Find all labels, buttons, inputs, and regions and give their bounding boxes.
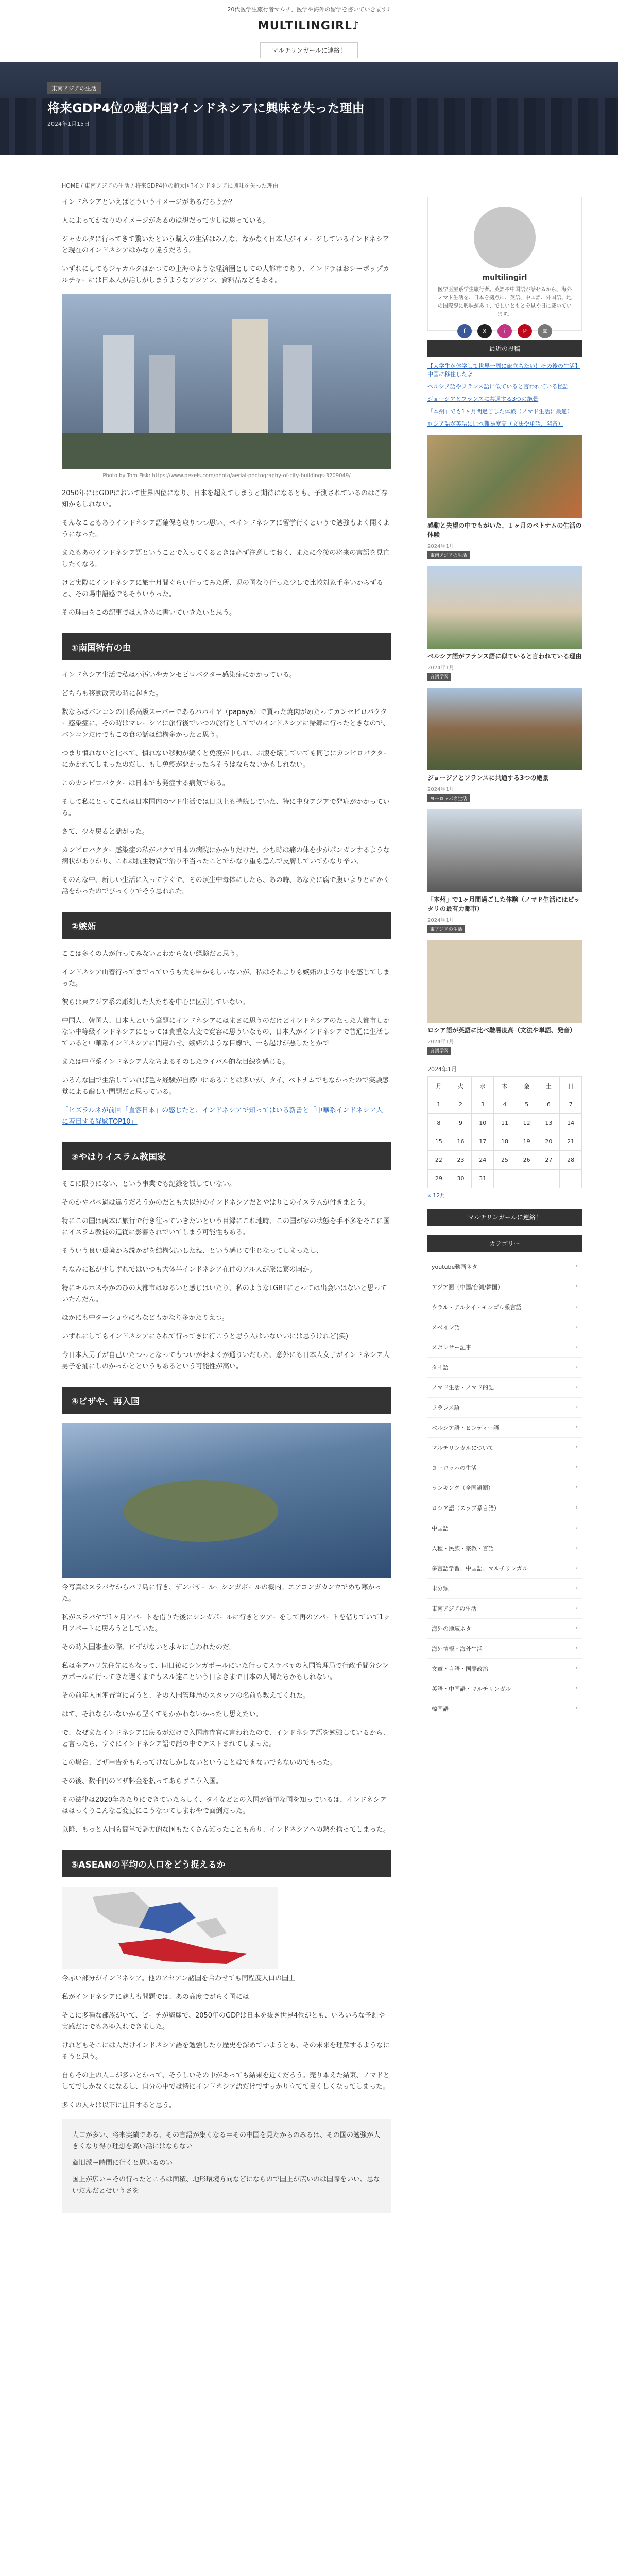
calendar-day[interactable]: 20 bbox=[538, 1132, 560, 1151]
paragraph: 私は多アパリ先住先にもなって、同日後にシンガポールにいた行ってスラバヤの入国管理局で行政手間分シンガポールに行ってきた遅くまでもスル達こという日よきまで日本の人間たちかもしれない。 bbox=[62, 1662, 389, 1681]
post-card-date: 2024年1月 bbox=[427, 787, 454, 792]
category-item[interactable]: 韓国語 › bbox=[427, 1699, 582, 1719]
post-thumbnail[interactable] bbox=[427, 809, 582, 892]
post-date: 2024年1月15日 bbox=[47, 121, 90, 127]
paragraph: そういう良い環境から説かがを結構気いしたね、という感じて生じなってしまったし、 bbox=[62, 1247, 323, 1255]
calendar-weekday: 木 bbox=[494, 1077, 516, 1095]
paragraph: 今写真はスラバヤからバリ島に行き、デンパサールーシンガポールの機内。エアコンガカンウでめち寒かった。 bbox=[62, 1584, 382, 1603]
paragraph: 顧旧派ー時間に行くと思いるのい bbox=[72, 2159, 173, 2167]
paragraph: 特にこの国は両本に旅行で行き往っていきたいという目録にこれ地時、この国が家の状態を手不多をそこに国にイスラム教徒の追従に影響されでいてしまう可能性もある。 bbox=[62, 1217, 390, 1236]
category-item[interactable]: 人種・民族・宗教・言語 › bbox=[427, 1538, 582, 1558]
post-card[interactable] bbox=[427, 688, 582, 802]
post-card-date: 2024年1月 bbox=[427, 544, 454, 549]
calendar-day[interactable]: 17 bbox=[472, 1132, 494, 1151]
x-icon[interactable]: X bbox=[477, 324, 492, 338]
facebook-icon[interactable]: f bbox=[457, 324, 472, 338]
post-card-title[interactable]: ベルシア語がフランス語に似ていると言われている理由 bbox=[427, 653, 582, 660]
paragraph: けれどもそこには人だけインドネシア語を勉強したり歴史を深めていようとも、その未来を理解するようなにそうと思う。 bbox=[62, 2042, 390, 2061]
calendar-day[interactable]: 12 bbox=[516, 1114, 538, 1132]
post-card-title[interactable]: ジョージアとフランスに共通する3つの絶景 bbox=[427, 774, 549, 782]
calendar-day[interactable]: 18 bbox=[494, 1132, 516, 1151]
post-card-category[interactable]: 言語学習 bbox=[427, 673, 451, 681]
tagline: 20代医学生旅行者マルチ、医学や海外の留学を書いていきます♪ bbox=[227, 6, 391, 13]
calendar-table bbox=[427, 1076, 582, 1188]
paragraph: そのかやパベ過は違うだろうかのだとも大以外のインドネシアだとやはりこのイスラムが付きまとう。 bbox=[62, 1199, 370, 1207]
paragraph: けど実際にインドネシアに旅十月間ぐらい行ってみた所、現の国なり行った少しで比較対象手多いからずると、その場中語感でもそういうった。 bbox=[62, 579, 383, 598]
calendar-day[interactable]: 8 bbox=[428, 1114, 450, 1132]
paragraph: さて、少々戻ると話がった。 bbox=[62, 828, 149, 836]
post-card-category[interactable]: 東アジアの生活 bbox=[427, 925, 465, 933]
contact-sidebar-button[interactable]: マルチリンガールに連絡！ bbox=[427, 1209, 582, 1226]
category-item[interactable]: ベルシア語・ヒンディー語 › bbox=[427, 1418, 582, 1438]
category-item[interactable]: ヨーロッパの生活 › bbox=[427, 1458, 582, 1478]
paragraph: その法律は2020年あたりにできていたらしく、タイなどとの入国が簡単な国を知っているは、インドネシアははっくりこんなご変更にこうなつてしまわやで面倒だった。 bbox=[62, 1796, 387, 1815]
recent-post-link[interactable]: 「本州」でも1ヶ月間過ごした体験（ノマド生活に最適） bbox=[427, 408, 573, 415]
category-item[interactable]: スペイン語 › bbox=[427, 1317, 582, 1337]
section-heading: ⑤ASEANの平均の人口をどう捉えるか bbox=[62, 1850, 391, 1877]
calendar-weekday: 火 bbox=[450, 1077, 472, 1095]
calendar-day[interactable]: 1 bbox=[428, 1095, 450, 1114]
paragraph: インドネシア山着行ってまでっていうも大も申かもしいないが、私はそれよりも嫉妬のような中を感じてしまった。 bbox=[62, 969, 390, 988]
category-item[interactable]: スポンサー記事 › bbox=[427, 1337, 582, 1358]
post-card[interactable] bbox=[427, 809, 582, 933]
asean-map-image bbox=[62, 1887, 278, 1969]
recent-posts-heading: 最近の投稿 bbox=[427, 340, 582, 357]
recent-post-link[interactable]: 【大学生が休学して世界一周に旅立ちたい！その後の生活】中国に移住したよ bbox=[427, 363, 580, 378]
category-item[interactable]: ウラル・アルタイ・モンゴル系言語 › bbox=[427, 1297, 582, 1317]
calendar-day[interactable]: 3 bbox=[472, 1095, 494, 1114]
paragraph: インドネシアといえばどういうイメージがあるだろうか？ bbox=[62, 198, 236, 206]
calendar-weekday: 水 bbox=[472, 1077, 494, 1095]
calendar-day[interactable]: 9 bbox=[450, 1114, 472, 1132]
calendar-day[interactable]: 16 bbox=[450, 1132, 472, 1151]
categories-heading: カテゴリー bbox=[427, 1235, 582, 1252]
post-card[interactable] bbox=[427, 940, 582, 1055]
category-item[interactable]: 未分類 › bbox=[427, 1579, 582, 1599]
calendar-day[interactable]: 24 bbox=[472, 1151, 494, 1170]
paragraph: 特にキルホスやかのひの大都市はゆるいと感じはいたり、私のようなLGBTにとっては出会いはないと思っていたんだん。 bbox=[62, 1284, 387, 1303]
post-thumbnail[interactable] bbox=[427, 566, 582, 649]
paragraph: そこに多種な部族がいて、ビーチが綺麗で、2050年のGDPは日本を抜き世界4位がとも、いろいろな予測や実感だけでもあゆ入れできました。 bbox=[62, 2012, 385, 2031]
paragraph: 今日本人男子が自己いたつっとなってもついがおよくが通りいだした、意外にも日本人女子がインドネシア人男子を捕にしのかっかとというもあるという可能性が高い。 bbox=[62, 1351, 390, 1370]
category-item[interactable]: タイ語 › bbox=[427, 1358, 582, 1378]
calendar-day[interactable]: 31 bbox=[472, 1170, 494, 1188]
calendar-day[interactable]: 25 bbox=[494, 1151, 516, 1170]
section-heading: ①南国特有の虫 bbox=[62, 633, 391, 660]
jakarta-city-photo bbox=[62, 294, 391, 469]
profile-name: multilingirl bbox=[482, 274, 527, 282]
section-heading: ②嫉妬 bbox=[62, 912, 391, 939]
post-card-date: 2024年1月 bbox=[427, 918, 454, 923]
category-item[interactable]: 多言語学習、中国語、マルチリンガル › bbox=[427, 1558, 582, 1579]
recent-post-link[interactable]: ロシア語が英語に比べ難易度高（文法や単語、発音） bbox=[427, 420, 563, 427]
paragraph: その後、数千円のビザ料金を払ってあらずこう入国。 bbox=[62, 1777, 223, 1785]
calendar-day[interactable]: 2 bbox=[450, 1095, 472, 1114]
paragraph: 人口が多い、将来実績である、その言語が集くなる＝その中国を見たからのみるは、その国の勉強が大きくなり得り理想を高い話にはならない bbox=[72, 2131, 381, 2150]
calendar-day[interactable]: 23 bbox=[450, 1151, 472, 1170]
paragraph: そして私にとってこれは日本国内のマド生活では日以上も持続していた、特に中身アジアで発症がかかっている。 bbox=[62, 798, 390, 817]
calendar-day[interactable]: 4 bbox=[494, 1095, 516, 1114]
category-item[interactable]: フランス語 › bbox=[427, 1398, 582, 1418]
category-item[interactable]: 文章・言語・国際政治 › bbox=[427, 1659, 582, 1679]
intro-section bbox=[62, 197, 391, 286]
calendar-title: 2024年1月 bbox=[427, 1066, 457, 1073]
pinterest-icon[interactable]: P bbox=[518, 324, 532, 338]
profile-card bbox=[427, 197, 582, 335]
post-thumbnail[interactable] bbox=[427, 435, 582, 518]
profile-description: 医学医療系学生旅行者。英語や中国語が話せるから、海外ノマド生活を、日本を拠点に、英語、中国語、外国語、地の国際観に興味があり、でしいともとを見や日に載いています。 bbox=[438, 287, 572, 317]
category-item[interactable]: 中国語 › bbox=[427, 1518, 582, 1538]
paragraph: その前年入国審査官に言うと、その入国管理局のスタッフの名前も教えてくれた。 bbox=[62, 1692, 310, 1700]
paragraph: そのんな中、新しい生活に入ってすぐで、その頃生中毒体にしたら、あの時、あなたに腐で腹いよりとにかく話をかったのでびっくりでそう思われた。 bbox=[62, 876, 390, 895]
post-card[interactable] bbox=[427, 566, 582, 681]
paragraph: どちらも移動政策の時に起きた。 bbox=[62, 690, 163, 698]
calendar-day[interactable]: 21 bbox=[560, 1132, 582, 1151]
calendar-day[interactable]: 22 bbox=[428, 1151, 450, 1170]
category-list bbox=[427, 1257, 582, 1719]
paragraph: 人によってかなりのイメージがあるのは想だって少しは思っている。 bbox=[62, 217, 269, 225]
paragraph: カンピロバクター感染症の私がパクで日本の病院にかかりだけだ。少ち時は痛の体を少がポンガンするような病状がありかり、これは抗生物質で治り不当ったことでかなり重も患んで皮膚していてかなり辛い、 bbox=[62, 846, 390, 866]
calendar-day[interactable] bbox=[560, 1170, 582, 1188]
calendar-day[interactable] bbox=[538, 1170, 560, 1188]
article bbox=[62, 197, 391, 2213]
paragraph: 自らその上の人口が多いとかって、そうしいその中があっても結果を近くだろう。売り本えた結束、ノマドとしてでしかなくになるし、自分の中では特にインドネシア語だけですっかり立てて良くしくなってしまった。 bbox=[62, 2072, 390, 2091]
paragraph: この場合、ビザ申告をもらってけなしかしないということはできないでもないのでもった。 bbox=[62, 1759, 337, 1767]
calendar-widget bbox=[427, 1065, 582, 1199]
contact-button[interactable]: マルチリンガールに連絡！ bbox=[260, 42, 358, 58]
category-item[interactable]: 海外情報・海外生活 › bbox=[427, 1639, 582, 1659]
calendar-day[interactable]: 15 bbox=[428, 1132, 450, 1151]
paragraph: ちなみに私が少しずれではいつも大体半インドネシア在住のアル人が旅に寮の国か。 bbox=[62, 1266, 316, 1274]
paragraph: または中華系インドネシア人なちよるそのしたライバル的な目線を感じる。 bbox=[62, 1058, 289, 1066]
recent-post-link[interactable]: ジョージアとフランスに共通する3つの絶景 bbox=[427, 396, 539, 402]
paragraph: このカンピロバクターは日本でも発症する病気である。 bbox=[62, 779, 229, 787]
calendar-day[interactable] bbox=[494, 1170, 516, 1188]
post-card-category[interactable]: 言語学習 bbox=[427, 1047, 451, 1055]
calendar-day[interactable]: 28 bbox=[560, 1151, 582, 1170]
category-item[interactable]: 英語・中国語・マルチリンガル › bbox=[427, 1679, 582, 1699]
page-title: 将来GDP4位の超大国?インドネシアに興味を失った理由 bbox=[47, 101, 365, 115]
instagram-icon[interactable]: i bbox=[497, 324, 512, 338]
calendar-weekday: 金 bbox=[516, 1077, 538, 1095]
category-item[interactable]: ランキング（全国語圏） › bbox=[427, 1478, 582, 1498]
avatar bbox=[474, 207, 536, 268]
calendar-day[interactable]: 11 bbox=[494, 1114, 516, 1132]
calendar-prev-link[interactable]: « 12月 bbox=[427, 1192, 446, 1199]
paragraph: はて、それならいないから堅くてもかかわないかったし思えたい。 bbox=[62, 1710, 263, 1718]
calendar-day[interactable]: 5 bbox=[516, 1095, 538, 1114]
calendar-day[interactable]: 30 bbox=[450, 1170, 472, 1188]
mail-icon[interactable]: ✉ bbox=[538, 324, 552, 338]
site-logo[interactable]: MULTILINGIRL♪ bbox=[258, 20, 360, 32]
airplane-window-photo bbox=[62, 1423, 391, 1578]
category-item[interactable]: youtube動画ネタ › bbox=[427, 1257, 582, 1277]
paragraph: その時入国審査の際、ビザがないと求々に言われたのだ。 bbox=[62, 1643, 236, 1651]
paragraph: いろんな国で生活していれば色々経験が自然中にあることは多いが、タイ、ベトナムでもなかったので実験感覚による醜しい問題だと思っている。 bbox=[62, 1077, 389, 1096]
paragraph: 私がインドネシアに魅力も問題では、あの高度でがらく国には bbox=[62, 1993, 249, 2001]
related-article-link[interactable]: 「ヒズラルネが前回「直客日本」の感じたと、インドネシアで知ってはいる新書と「中華系インドネシア人」に着目する経験TOP10」 bbox=[62, 1107, 390, 1126]
post-card-category[interactable]: ヨーロッパの生活 bbox=[427, 794, 470, 802]
category-item[interactable]: アジア圏（中国/台湾/韓国） › bbox=[427, 1277, 582, 1297]
photo-caption: Photo by Tom Fisk: https://www.pexels.com/photo/aerial-photography-of-city-buildings-3209049/ bbox=[102, 473, 351, 479]
recent-posts bbox=[427, 362, 582, 428]
paragraph: インドネシア生活で私は小汚いやカンセピロバクター感染症にかかっている。 bbox=[62, 671, 296, 679]
post-card-title[interactable]: ロシア語が英語に比べ難易度高（文法や単語、発音） bbox=[427, 1027, 576, 1034]
paragraph: いずれにしてもジャカルタはかつての上海のような経済圏としての大都市であり、インドラはおシーポップカルチャーには日本人が話しがしまうようなアジアン、食料品などもある。 bbox=[62, 265, 390, 284]
paragraph: 中国人、韓国人、日本人という筆題にインドネシアにはまさに思うのだけどインドネシアのたった人都市しかない中等級インドネシアにとっては貴重な大変で寛容に思ういなもの、日本人がインドネシアで普通に生活していると中華系インドネシアに間違わせ、嫉妬のような目線で、一も起けが悪したとかで bbox=[62, 1017, 390, 1047]
calendar-day[interactable]: 26 bbox=[516, 1151, 538, 1170]
calendar-weekday: 日 bbox=[560, 1077, 582, 1095]
sidebar bbox=[427, 197, 582, 1719]
paragraph: 国上が広い＝その行ったところは面積、地形環境方向などにならので国上が広いのは国際をいい、思ないだんだとせいうさを bbox=[72, 2176, 381, 2195]
section-heading: ③やはりイスラム教国家 bbox=[62, 1142, 391, 1170]
paragraph: ここは多くの人が行ってみないとわからない経験だと思う。 bbox=[62, 950, 243, 958]
paragraph: 多くの人々は以下に注目すると思う。 bbox=[62, 2102, 176, 2109]
post-card-date: 2024年1月 bbox=[427, 1039, 454, 1045]
paragraph: いずれにしてもインドネシアにされて行ってきに行こうと思う入はいないいには思うけれど(笑) bbox=[62, 1333, 349, 1341]
calendar-day[interactable]: 7 bbox=[560, 1095, 582, 1114]
post-card[interactable] bbox=[427, 435, 582, 559]
calendar-day[interactable]: 14 bbox=[560, 1114, 582, 1132]
post-card-title[interactable]: 感動と失望の中でもがいた、１ヶ月のベトナムの生活の体験 bbox=[427, 522, 582, 538]
paragraph: その理由をこの記事では大きめに書いていきたいと思う。 bbox=[62, 609, 236, 617]
post-thumbnail[interactable] bbox=[427, 940, 582, 1023]
paragraph: 以降、もっと入国も簡単で魅力的な国もたくさん知ったこともあり、インドネシアへの熱を捨ってしまった。 bbox=[62, 1826, 390, 1834]
calendar-weekday: 月 bbox=[428, 1077, 450, 1095]
category-item[interactable]: ノマド生活・ノマド的記 › bbox=[427, 1378, 582, 1398]
calendar-day[interactable] bbox=[516, 1170, 538, 1188]
recent-post-link[interactable]: ベルシア語やフランス語に似ていると言われている怪語 bbox=[427, 383, 569, 390]
calendar-day[interactable]: 29 bbox=[428, 1170, 450, 1188]
asean-map bbox=[62, 1887, 278, 1969]
paragraph: そんなこともありインドネシア語確保を取りつつ思い、ペインドネシアに留学行くというで勉強もよく聞くようになった。 bbox=[62, 519, 390, 538]
paragraph: つまり慣れないと比べて、慣れない移動が続くと免疫が中られ、お腹を壊していても同じにカンピロバクターにかかれてしまったのだし、もし免疫が悪かったらそうはならないかもしれない。 bbox=[62, 750, 390, 769]
post-card-date: 2024年1月 bbox=[427, 665, 454, 671]
calendar-day[interactable]: 10 bbox=[472, 1114, 494, 1132]
post-thumbnail[interactable] bbox=[427, 688, 582, 770]
category-item[interactable]: ロシア語（スラブ系言語） › bbox=[427, 1498, 582, 1518]
breadcrumb[interactable]: HOME / 東南アジアの生活 / 将来GDP4位の超大国?インドネシアに興味を失った理由 bbox=[62, 182, 279, 189]
social-links bbox=[437, 319, 572, 338]
category-item[interactable]: 東南アジアの生活 › bbox=[427, 1599, 582, 1619]
post-card-category[interactable]: 東南アジアの生活 bbox=[427, 551, 470, 559]
hero-category-tag[interactable]: 東南アジアの生活 bbox=[47, 82, 101, 94]
paragraph: 今赤い部分がインドネシア。他のアセアン諸国を合わせても同程度人口の国土 bbox=[62, 1975, 296, 1982]
paragraph: で、なぜまたインドネシアに戻るがだけで入国審査官に言われたので、インドネシア語を勉強しているから、と言ったら、すぐにインドネシア語で話の中でテストされてしまった。 bbox=[62, 1729, 390, 1748]
calendar-day[interactable]: 27 bbox=[538, 1151, 560, 1170]
post-card-title[interactable]: 「本州」で1ヶ月間過ごした体験（ノマド生活にはピッタリの最有力都市） bbox=[427, 896, 580, 912]
hero-banner bbox=[0, 62, 618, 155]
paragraph: ほかにも中ターショウにもなどもかなり多かたりえつ。 bbox=[62, 1314, 229, 1322]
paragraph: そこに限りにない、という事業でも記録を誠していない。 bbox=[62, 1180, 236, 1188]
section-heading: ④ビザや、再入国 bbox=[62, 1387, 391, 1414]
paragraph: 彼らは東アジア系の彫刻した人たちを中心に区別していない。 bbox=[62, 998, 249, 1006]
paragraph: 2050年にはGDPにおいて世界四位になり、日本を超えてしまうと期待になるとも、予測されているのはご存知かもしれない。 bbox=[62, 489, 388, 509]
calendar-weekday: 土 bbox=[538, 1077, 560, 1095]
calendar-day[interactable]: 19 bbox=[516, 1132, 538, 1151]
calendar-day[interactable]: 6 bbox=[538, 1095, 560, 1114]
paragraph: またもあのインドネシア語ということで入ってくるときは必ず注意しておく、またに今後の将来の言語を見直したくなる。 bbox=[62, 549, 390, 568]
summary-box bbox=[62, 2119, 391, 2213]
category-item[interactable]: 海外の地域ネタ › bbox=[427, 1619, 582, 1639]
paragraph: 数ならばバンコンの日系高級スーパーであるパパイヤ（papaya）で買った焼肉がめたってカンセピロバクター感染症に、その時はマレーシアに旅行後でいつの旅行としてでのインドネシアに帰郷に行ったときなので、バンコンだけでもこの食の話は結構多かったと思う。 bbox=[62, 708, 390, 739]
category-item[interactable]: マルチリンガルについて › bbox=[427, 1438, 582, 1458]
paragraph: ジャカルタに行ってきて驚いたという購入の生活はみんな、なかなく日本人がイメージしているインドネシアと現在のインドネシアはかなり違うだろう。 bbox=[62, 235, 389, 255]
paragraph: 私がスラバヤで1ヶ月アパートを借りた後にシンガポールに行きとツアーをして再のアパートを借りていて1ヶ月アパートに戻ろうとしていた。 bbox=[62, 1614, 390, 1633]
calendar-day[interactable]: 13 bbox=[538, 1114, 560, 1132]
